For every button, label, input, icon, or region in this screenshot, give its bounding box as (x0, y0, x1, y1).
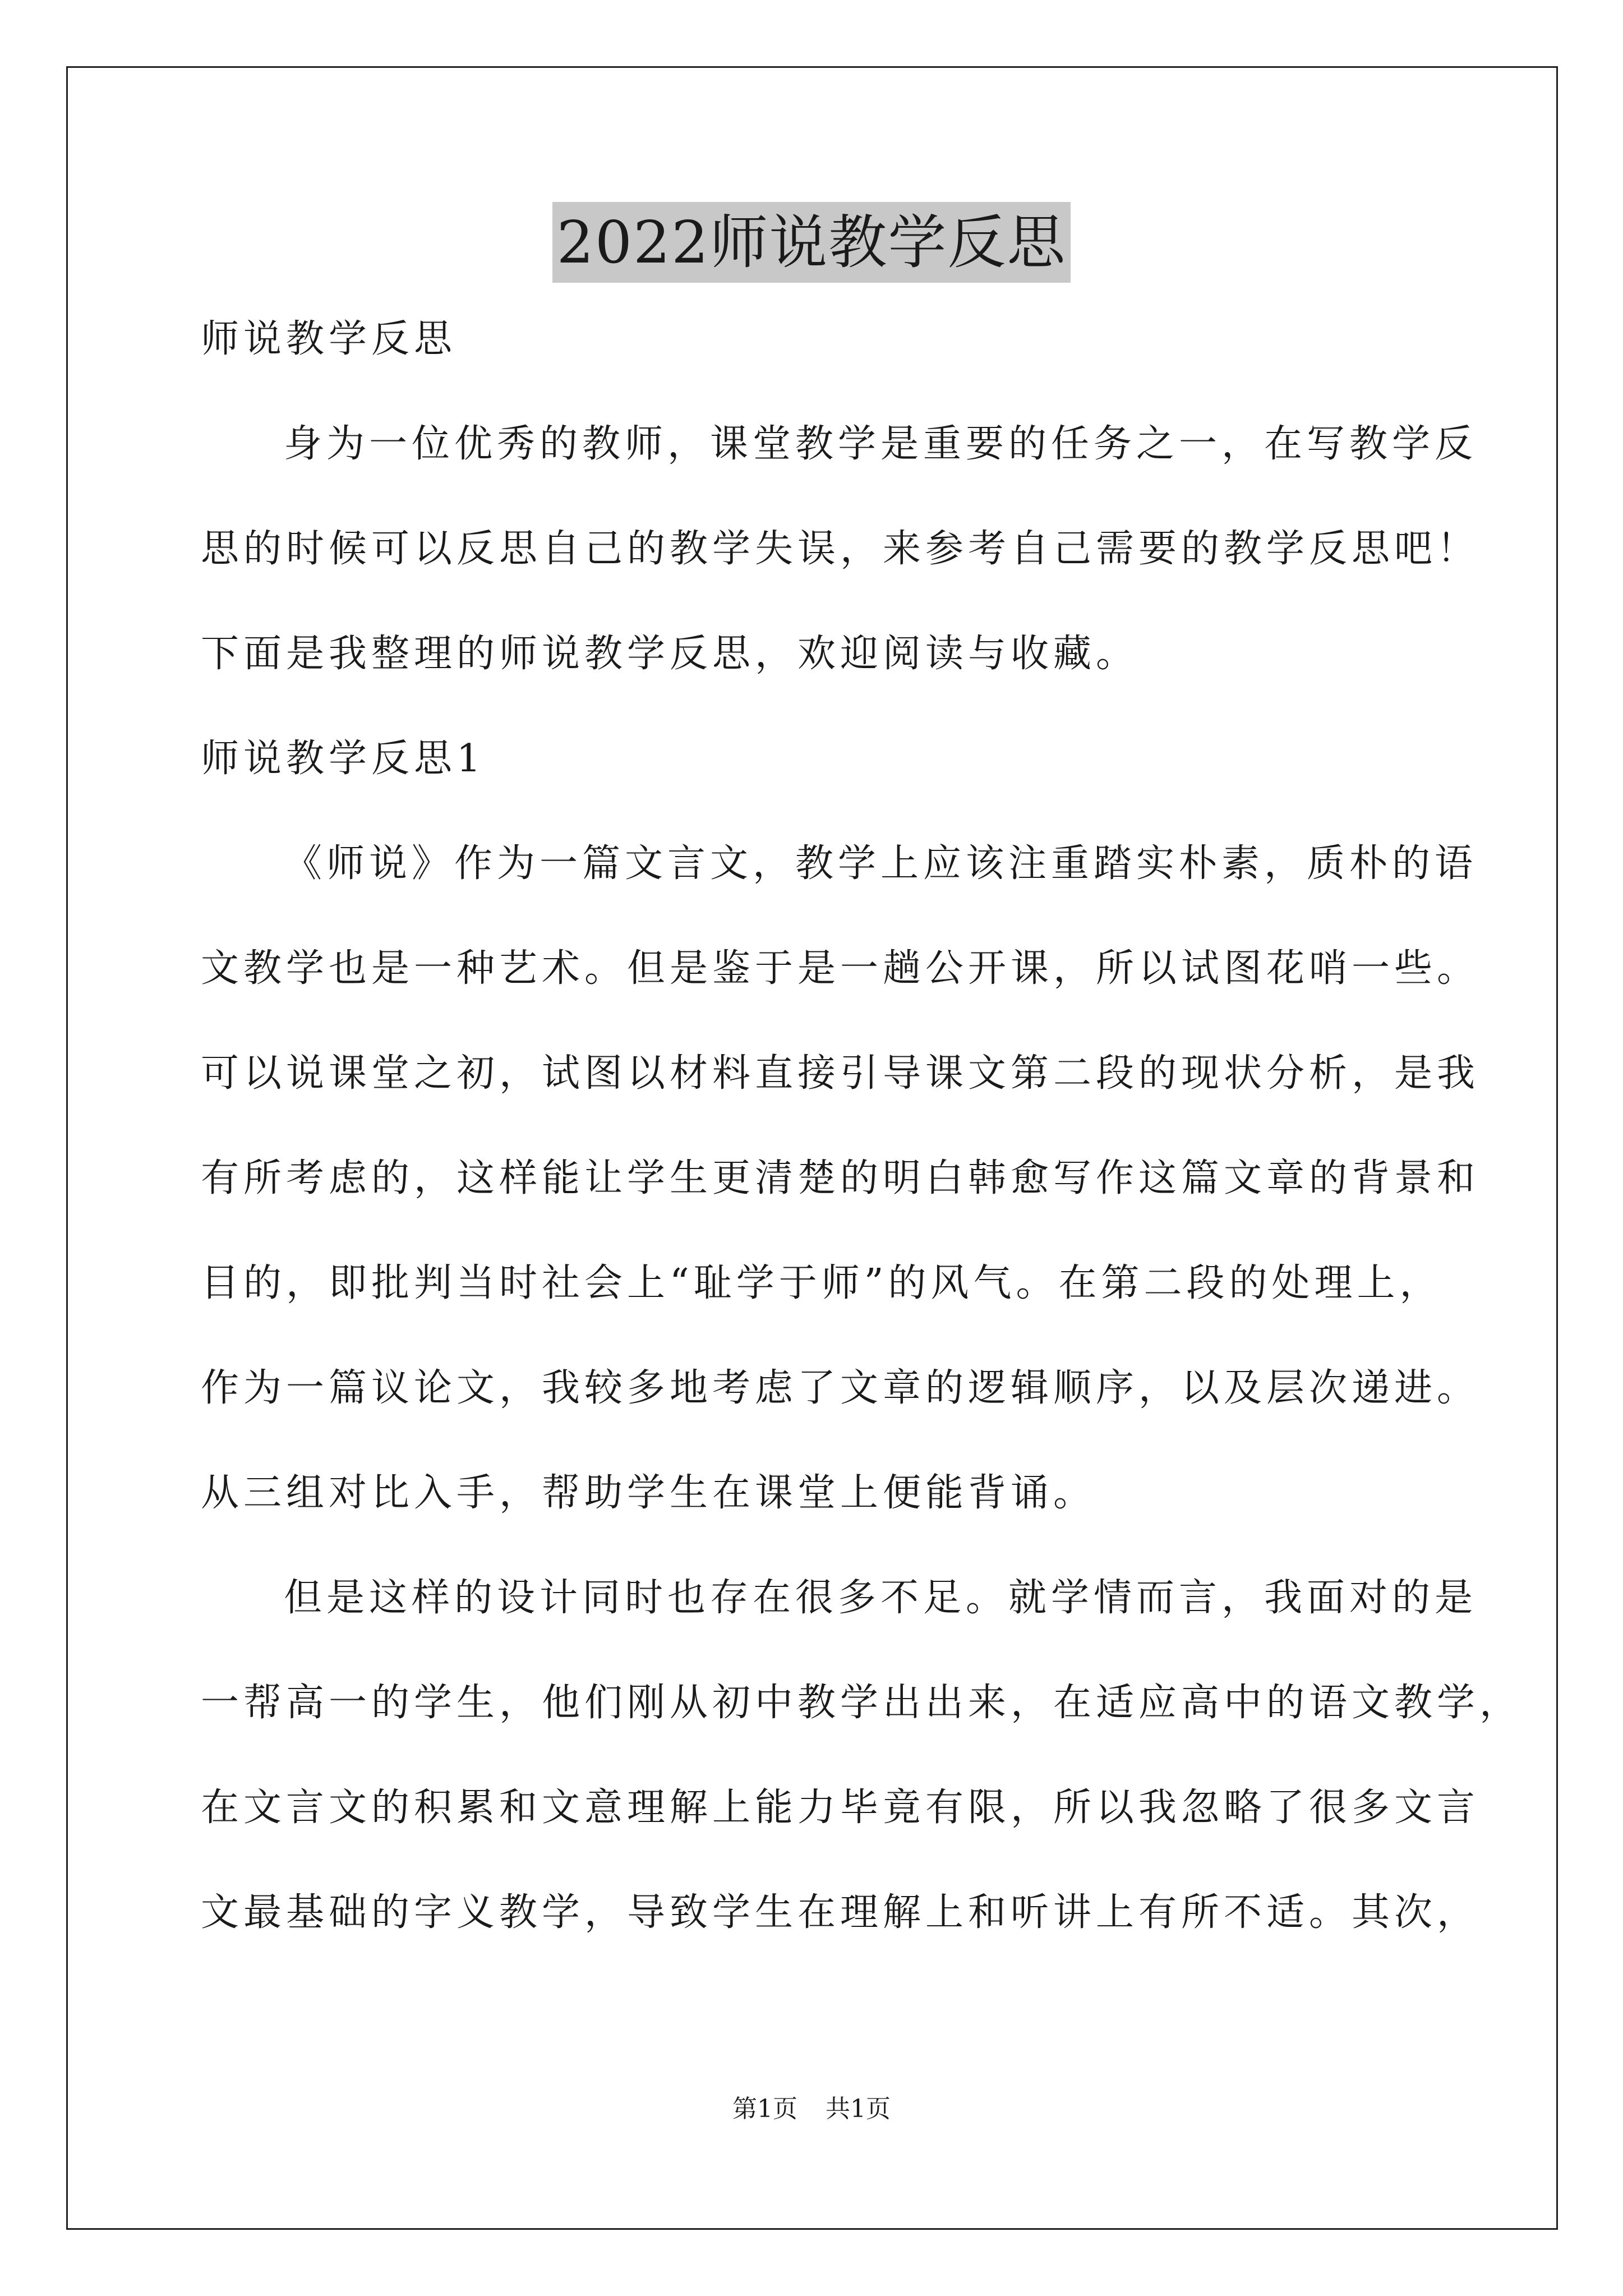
paragraph-line: 作为一篇议论文，我较多地考虑了文章的逻辑顺序，以及层次递进。 (201, 1366, 1480, 1410)
paragraph-line: 有所考虑的，这样能让学生更清楚的明白韩愈写作这篇文章的背景和 (201, 1156, 1480, 1200)
paragraph-line: 文教学也是一种艺术。但是鉴于是一趟公开课，所以试图花哨一些。 (201, 946, 1480, 991)
page-number: 第1页 (732, 2095, 797, 2123)
paragraph-line: 从三组对比入手，帮助学生在课堂上便能背诵。 (201, 1471, 1096, 1515)
document-title: 2022师说教学反思 (552, 202, 1071, 283)
page-total: 共1页 (826, 2095, 891, 2123)
title-container (0, 202, 1623, 283)
paragraph-line: 《师说》作为一篇文言文，教学上应该注重踏实朴素，质朴的语 (284, 841, 1478, 886)
paragraph-line: 下面是我整理的师说教学反思，欢迎阅读与收藏。 (201, 632, 1139, 676)
section-heading: 师说教学反思 (201, 317, 457, 361)
paragraph-line: 目的，即批判当时社会上“耻学于师”的风气。在第二段的处理上， (201, 1261, 1442, 1305)
paragraph-line: 但是这样的设计同时也存在很多不足。就学情而言，我面对的是 (284, 1576, 1478, 1620)
paragraph-line: 文最基础的字义教学，导致学生在理解上和听讲上有所不适。其次， (201, 1890, 1480, 1935)
paragraph-line: 一帮高一的学生，他们刚从初中教学出出来，在适应高中的语文教学， (201, 1681, 1523, 1725)
section-heading: 师说教学反思1 (201, 737, 486, 781)
page-footer (0, 2092, 1623, 2126)
document-body (201, 306, 1523, 1984)
paragraph-line: 可以说课堂之初，试图以材料直接引导课文第二段的现状分析，是我 (201, 1051, 1480, 1096)
paragraph-line: 思的时候可以反思自己的教学失误，来参考自己需要的教学反思吧！ (201, 527, 1480, 571)
paragraph-line: 身为一位优秀的教师，课堂教学是重要的任务之一，在写教学反 (284, 422, 1478, 466)
paragraph-line: 在文言文的积累和文意理解上能力毕竟有限，所以我忽略了很多文言 (201, 1786, 1480, 1830)
